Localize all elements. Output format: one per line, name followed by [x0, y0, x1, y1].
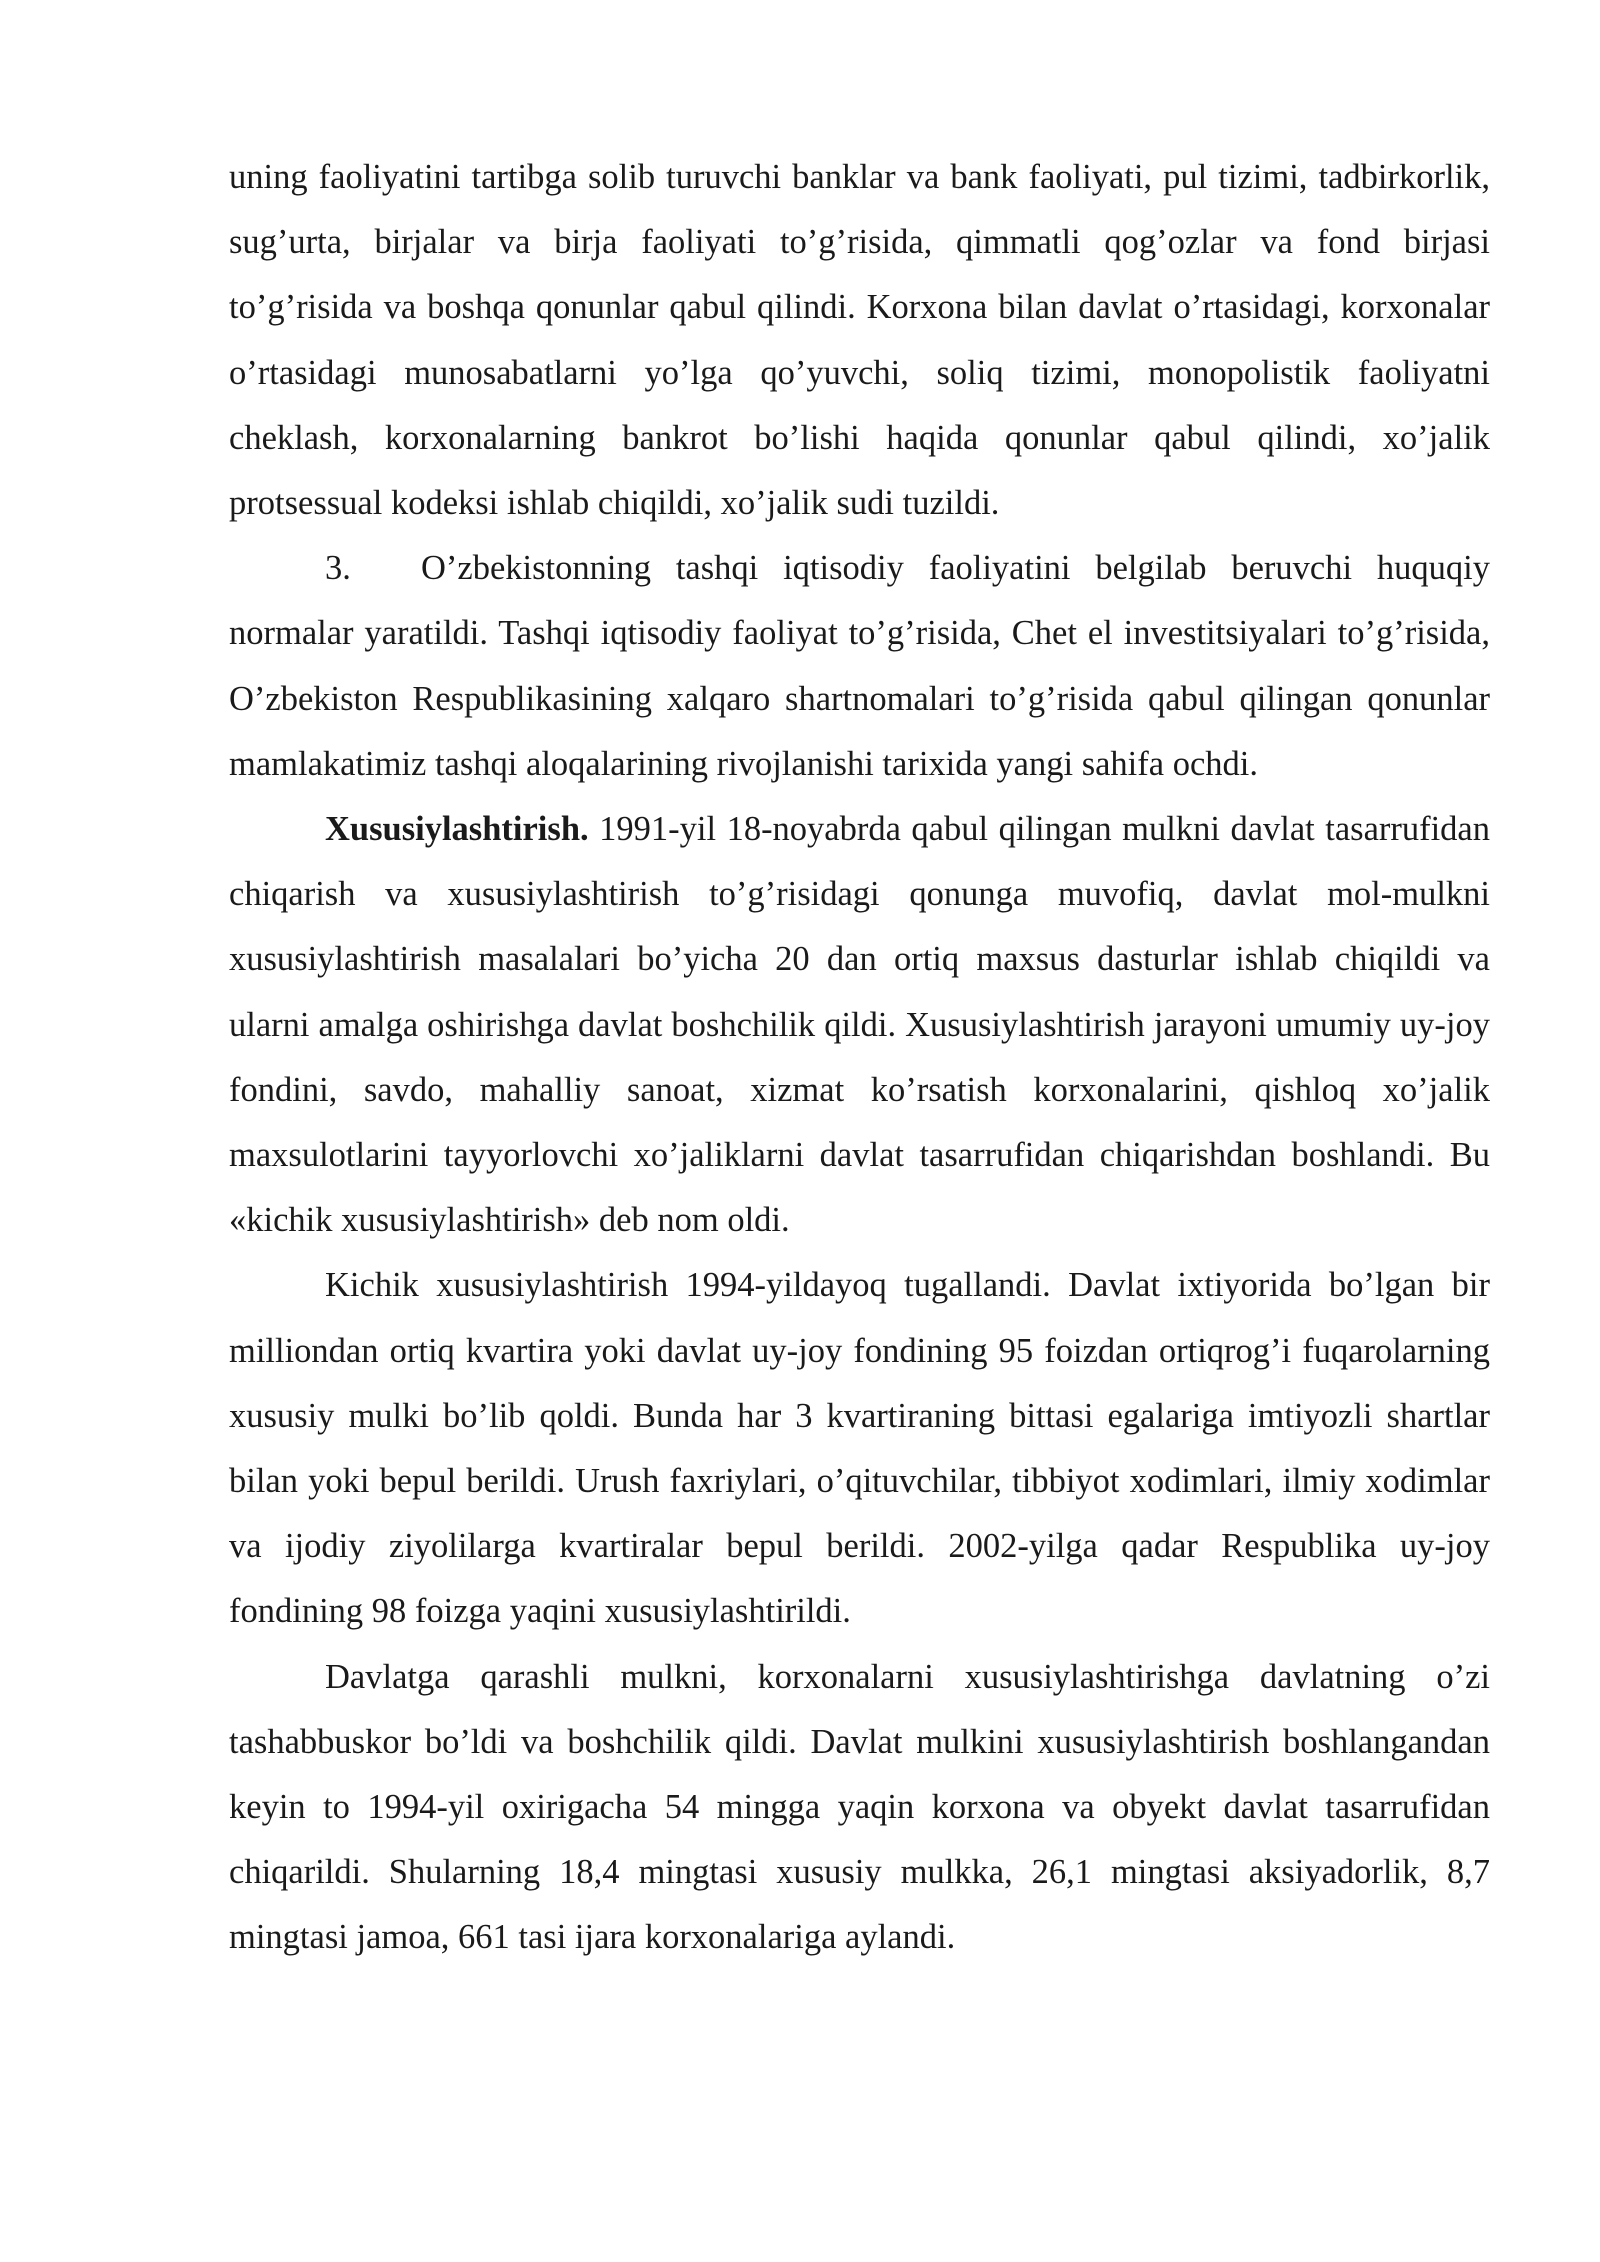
document-body	[229, 145, 1490, 1971]
paragraph-privatization-text: 1991-yil 18-noyabrda qabul qilingan mulkni davlat tasarrufidan chiqarish va xususiylashtirish to’g’risidagi qonunga muvofiq, davlat mol-mulkni xususiylashtirish masalalari bo’yicha 20 dan ortiq maxsus dasturlar ishlab chiqildi va ularni amalga oshirishga davlat boshchilik qildi. Xususiylashtirish jarayoni umumiy uy-joy fondini, savdo, mahalliy sanoat, xizmat ko’rsatish korxonalarini, qishloq xo’jalik maxsulotlarini tayyorlovchi xo’jaliklarni davlat tasarrufidan chiqarishdan boshlandi. Bu «kichik xususiylashtirish» deb nom oldi.	[229, 810, 1490, 1240]
paragraph-small-privatization: Kichik xususiylashtirish 1994-yildayoq tugallandi. Davlat ixtiyorida bo’lgan bir milliondan ortiq kvartira yoki davlat uy-joy fondining 95 foizdan ortiqrog’i fuqarolarning xususiy mulki bo’lib qoldi. Bunda har 3 kvartiraning bittasi egalariga imtiyozli shartlar bilan yoki bepul berildi. Urush faxriylari, o’qituvchilar, tibbiyot xodimlari, ilmiy xodimlar va ijodiy ziyolilarga kvartiralar bepul berildi. 2002-yilga qadar Respublika uy-joy fondining 98 foizga yaqini xususiylashtirildi.	[229, 1266, 1490, 1631]
list-number: 3.	[325, 549, 351, 588]
section-heading-privatization: Xususiylashtirish.	[325, 810, 589, 849]
paragraph-state-property: Davlatga qarashli mulkni, korxonalarni xususiylashtirishga davlatning o’zi tashabbuskor bo’ldi va boshchilik qildi. Davlat mulkini xususiylashtirish boshlangandan keyin to 1994-yil oxirigacha 54 mingga yaqin korxona va obyekt davlat tasarrufidan chiqarildi. Shularning 18,4 mingtasi xususiy mulkka, 26,1 mingtasi aksiyadorlik, 8,7 mingtasi jamoa, 661 tasi ijara korxonalariga aylandi.	[229, 1657, 1490, 1957]
paragraph-privatization	[229, 797, 1490, 1253]
paragraph-legislation-continuation: uning faoliyatini tartibga solib turuvchi banklar va bank faoliyati, pul tizimi, tadbirkorlik, sug’urta, birjalar va birja faoliyati to’g’risida, qimmatli qog’ozlar va fond birjasi to’g’risida va boshqa qonunlar qabul qilindi. Korxona bilan davlat o’rtasidagi, korxonalar o’rtasidagi munosabatlarni yo’lga qo’yuvchi, soliq tizimi, monopolistik faoliyatni cheklash, korxonalarning bankrot bo’lishi haqida qonunlar qabul qilindi, xo’jalik protsessual kodeksi ishlab chiqildi, xo’jalik sudi tuzildi.	[229, 158, 1490, 523]
paragraph-item-3-text: O’zbekistonning tashqi iqtisodiy faoliyatini belgilab beruvchi huquqiy normalar yaratildi. Tashqi iqtisodiy faoliyat to’g’risida, Chet el investitsiyalari to’g’risida, O’zbekiston Respublikasining xalqaro shartnomalari to’g’risida qabul qilingan qonunlar mamlakatimiz tashqi aloqalarining rivojlanishi tarixida yangi sahifa ochdi.	[229, 549, 1490, 783]
paragraph-item-3	[229, 536, 1490, 797]
